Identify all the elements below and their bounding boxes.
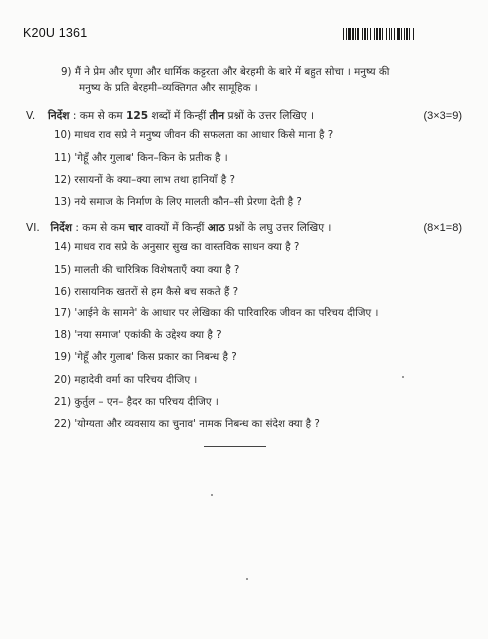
section-6-number: आठ	[207, 222, 225, 234]
scan-speck	[402, 376, 404, 378]
question-9-line-1: 9) मैं ने प्रेम और घृणा और धार्मिक कट्टरता और बेरहमी के बारे में बहुत सोचा । मनुष्य की	[61, 66, 390, 78]
section-5-heading	[26, 110, 314, 123]
section-6-label: निर्देश	[50, 222, 72, 234]
section-5-count: 125	[125, 110, 149, 122]
question-20: 20) महादेवी वर्मा का परिचय दीजिए ।	[54, 374, 198, 386]
section-5-post: प्रश्नों के उत्तर लिखिए ।	[227, 110, 315, 122]
section-6-heading	[26, 222, 331, 235]
section-6-pre: : कम से कम	[75, 222, 126, 234]
question-11: 11) 'गेहूँ और गुलाब' किन–किन के प्रतीक है ।	[54, 152, 228, 164]
question-12: 12) रसायनों के क्या–क्या लाभ तथा हानियाँ है ?	[54, 174, 235, 186]
section-6-marks: (8×1=8)	[423, 222, 462, 234]
exam-code: K20U 1361	[23, 26, 88, 40]
question-19: 19) 'गेहूँ और गुलाब' किस प्रकार का निबन्ध है ?	[54, 351, 237, 363]
section-6-mid: वाक्यों में किन्हीं	[145, 222, 205, 234]
section-5-pre: : कम से कम	[72, 110, 123, 122]
question-15: 15) मालती की चारित्रिक विशेषताएँ क्या क्या है ?	[54, 264, 240, 276]
question-10: 10) माधव राव सप्रे ने मनुष्य जीवन की सफलता का आधार किसे माना है ?	[54, 129, 334, 141]
section-5-mid: शब्दों में किन्हीं	[151, 110, 207, 122]
question-22: 22) 'योग्यता और व्यवसाय का चुनाव' नामक निबन्ध का संदेश क्या है ?	[54, 418, 320, 430]
question-16: 16) रासायनिक खतरों से हम कैसे बच सकते हैं ?	[54, 286, 239, 298]
barcode-gap	[414, 28, 416, 40]
section-5-marks: (3×3=9)	[423, 110, 462, 122]
section-5-number: तीन	[209, 110, 225, 122]
end-rule	[204, 446, 266, 447]
section-6-count: चार	[128, 222, 143, 234]
section-5-label: निर्देश	[48, 110, 70, 122]
section-5-roman: V.	[26, 110, 36, 122]
question-17: 17) 'आईने के सामने' के आधार पर लेखिका की पारिवारिक जीवन का परिचय दीजिए ।	[54, 307, 379, 319]
scan-speck	[211, 494, 213, 496]
question-9-line-2: मनुष्य के प्रति बेरहमी–व्यक्तिगत और सामूहिक ।	[79, 82, 258, 94]
question-14: 14) माधव राव सप्रे के अनुसार सुख का वास्तविक साधन क्या है ?	[54, 241, 300, 253]
barcode-image	[343, 28, 461, 40]
section-6-roman: VI.	[26, 222, 40, 234]
question-18: 18) 'नया समाज' एकांकी के उद्देश्य क्या है ?	[54, 329, 222, 341]
question-13: 13) नये समाज के निर्माण के लिए मालती कौन–सी प्रेरणा देती है ?	[54, 196, 302, 208]
scan-speck	[246, 578, 248, 580]
section-6-post: प्रश्नों के लघु उत्तर लिखिए ।	[228, 222, 332, 234]
question-21: 21) कुर्तुल – एन– हैदर का परिचय दीजिए ।	[54, 396, 219, 408]
